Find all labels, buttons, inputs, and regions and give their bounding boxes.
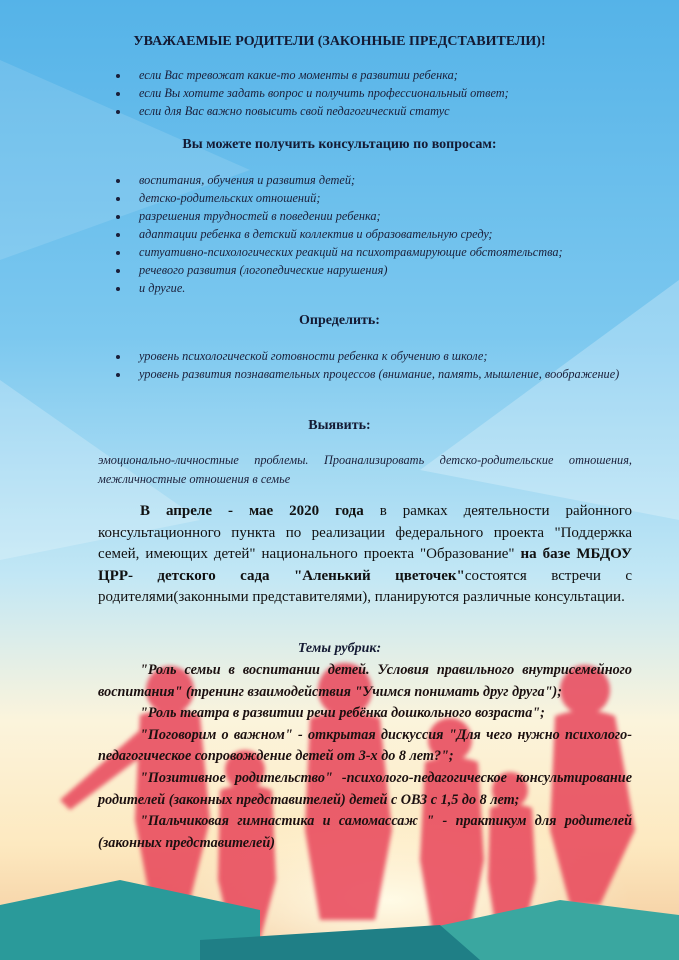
topics-heading: Темы рубрик: bbox=[297, 641, 382, 656]
reveal-text: эмоционально-личностные проблемы. Проанализировать детско-родительские отношения, межличностные отношения в семье bbox=[98, 453, 632, 486]
list-item: и другие. bbox=[110, 279, 632, 297]
list-item: если Вы хотите задать вопрос и получить профессиональный ответ; bbox=[110, 84, 632, 102]
page-title: УВАЖАЕМЫЕ РОДИТЕЛИ (ЗАКОННЫЕ ПРЕДСТАВИТЕЛИ)! bbox=[133, 34, 546, 49]
consult-list bbox=[110, 171, 632, 297]
intro-list bbox=[110, 66, 632, 120]
announcement-paragraph bbox=[98, 501, 632, 609]
reveal-heading: Выявить: bbox=[308, 418, 371, 433]
topics-list bbox=[98, 660, 632, 854]
list-item: если для Вас важно повысить свой педагогический статус bbox=[110, 102, 632, 120]
announcement-text: в рамках деятельности районного консультационного пункта по реализации федерального проекта "Поддержка семей, имеющих детей" национального проекта "Образование" bbox=[98, 503, 632, 563]
determine-list bbox=[110, 347, 632, 383]
topic-item: "Позитивное родительство" -психолого-педагогическое консультирование родителей (законных представителей) детей с ОВЗ с 1,5 до 8 лет; bbox=[98, 769, 632, 808]
list-item: воспитания, обучения и развития детей; bbox=[110, 171, 632, 189]
topic-item: "Поговорим о важном" - открытая дискуссия "Для чего нужно психолого-педагогическое сопровождение детей от 3-х до 8 лет?"; bbox=[98, 726, 632, 765]
topic-item: "Роль семьи в воспитании детей. Условия правильного внутрисемейного воспитания" (тренинг взаимодействия "Учимся понимать друг друга"); bbox=[98, 662, 632, 700]
announcement-venue: на базе МБДОУ ЦРР- детского сада "Аленький цветочек" bbox=[98, 546, 632, 584]
topic-item: "Роль театра в развитии речи ребёнка дошкольного возраста"; bbox=[140, 705, 545, 722]
announcement-dates: В апреле - мае 2020 года bbox=[140, 503, 364, 519]
list-item: уровень развития познавательных процессов (внимание, память, мышление, воображение) bbox=[110, 365, 632, 383]
list-item: речевого развития (логопедические нарушения) bbox=[110, 261, 632, 279]
announcement-text: состоятся встречи с родителями(законными представителями), планируются различные консультации. bbox=[98, 567, 632, 606]
determine-heading: Определить: bbox=[299, 313, 380, 328]
consult-heading: Вы можете получить консультацию по вопросам: bbox=[182, 137, 497, 152]
list-item: ситуативно-психологических реакций на психотравмирующие обстоятельства; bbox=[110, 243, 632, 261]
list-item: уровень психологической готовности ребенка к обучению в школе; bbox=[110, 347, 632, 365]
list-item: если Вас тревожат какие-то моменты в развитии ребенка; bbox=[110, 66, 632, 84]
list-item: адаптации ребенка в детский коллектив и образовательную среду; bbox=[110, 225, 632, 243]
topic-item: "Пальчиковая гимнастика и самомассаж " - практикум для родителей (законных представителей) bbox=[98, 813, 632, 851]
list-item: детско-родительских отношений; bbox=[110, 189, 632, 207]
list-item: разрешения трудностей в поведении ребенка; bbox=[110, 207, 632, 225]
